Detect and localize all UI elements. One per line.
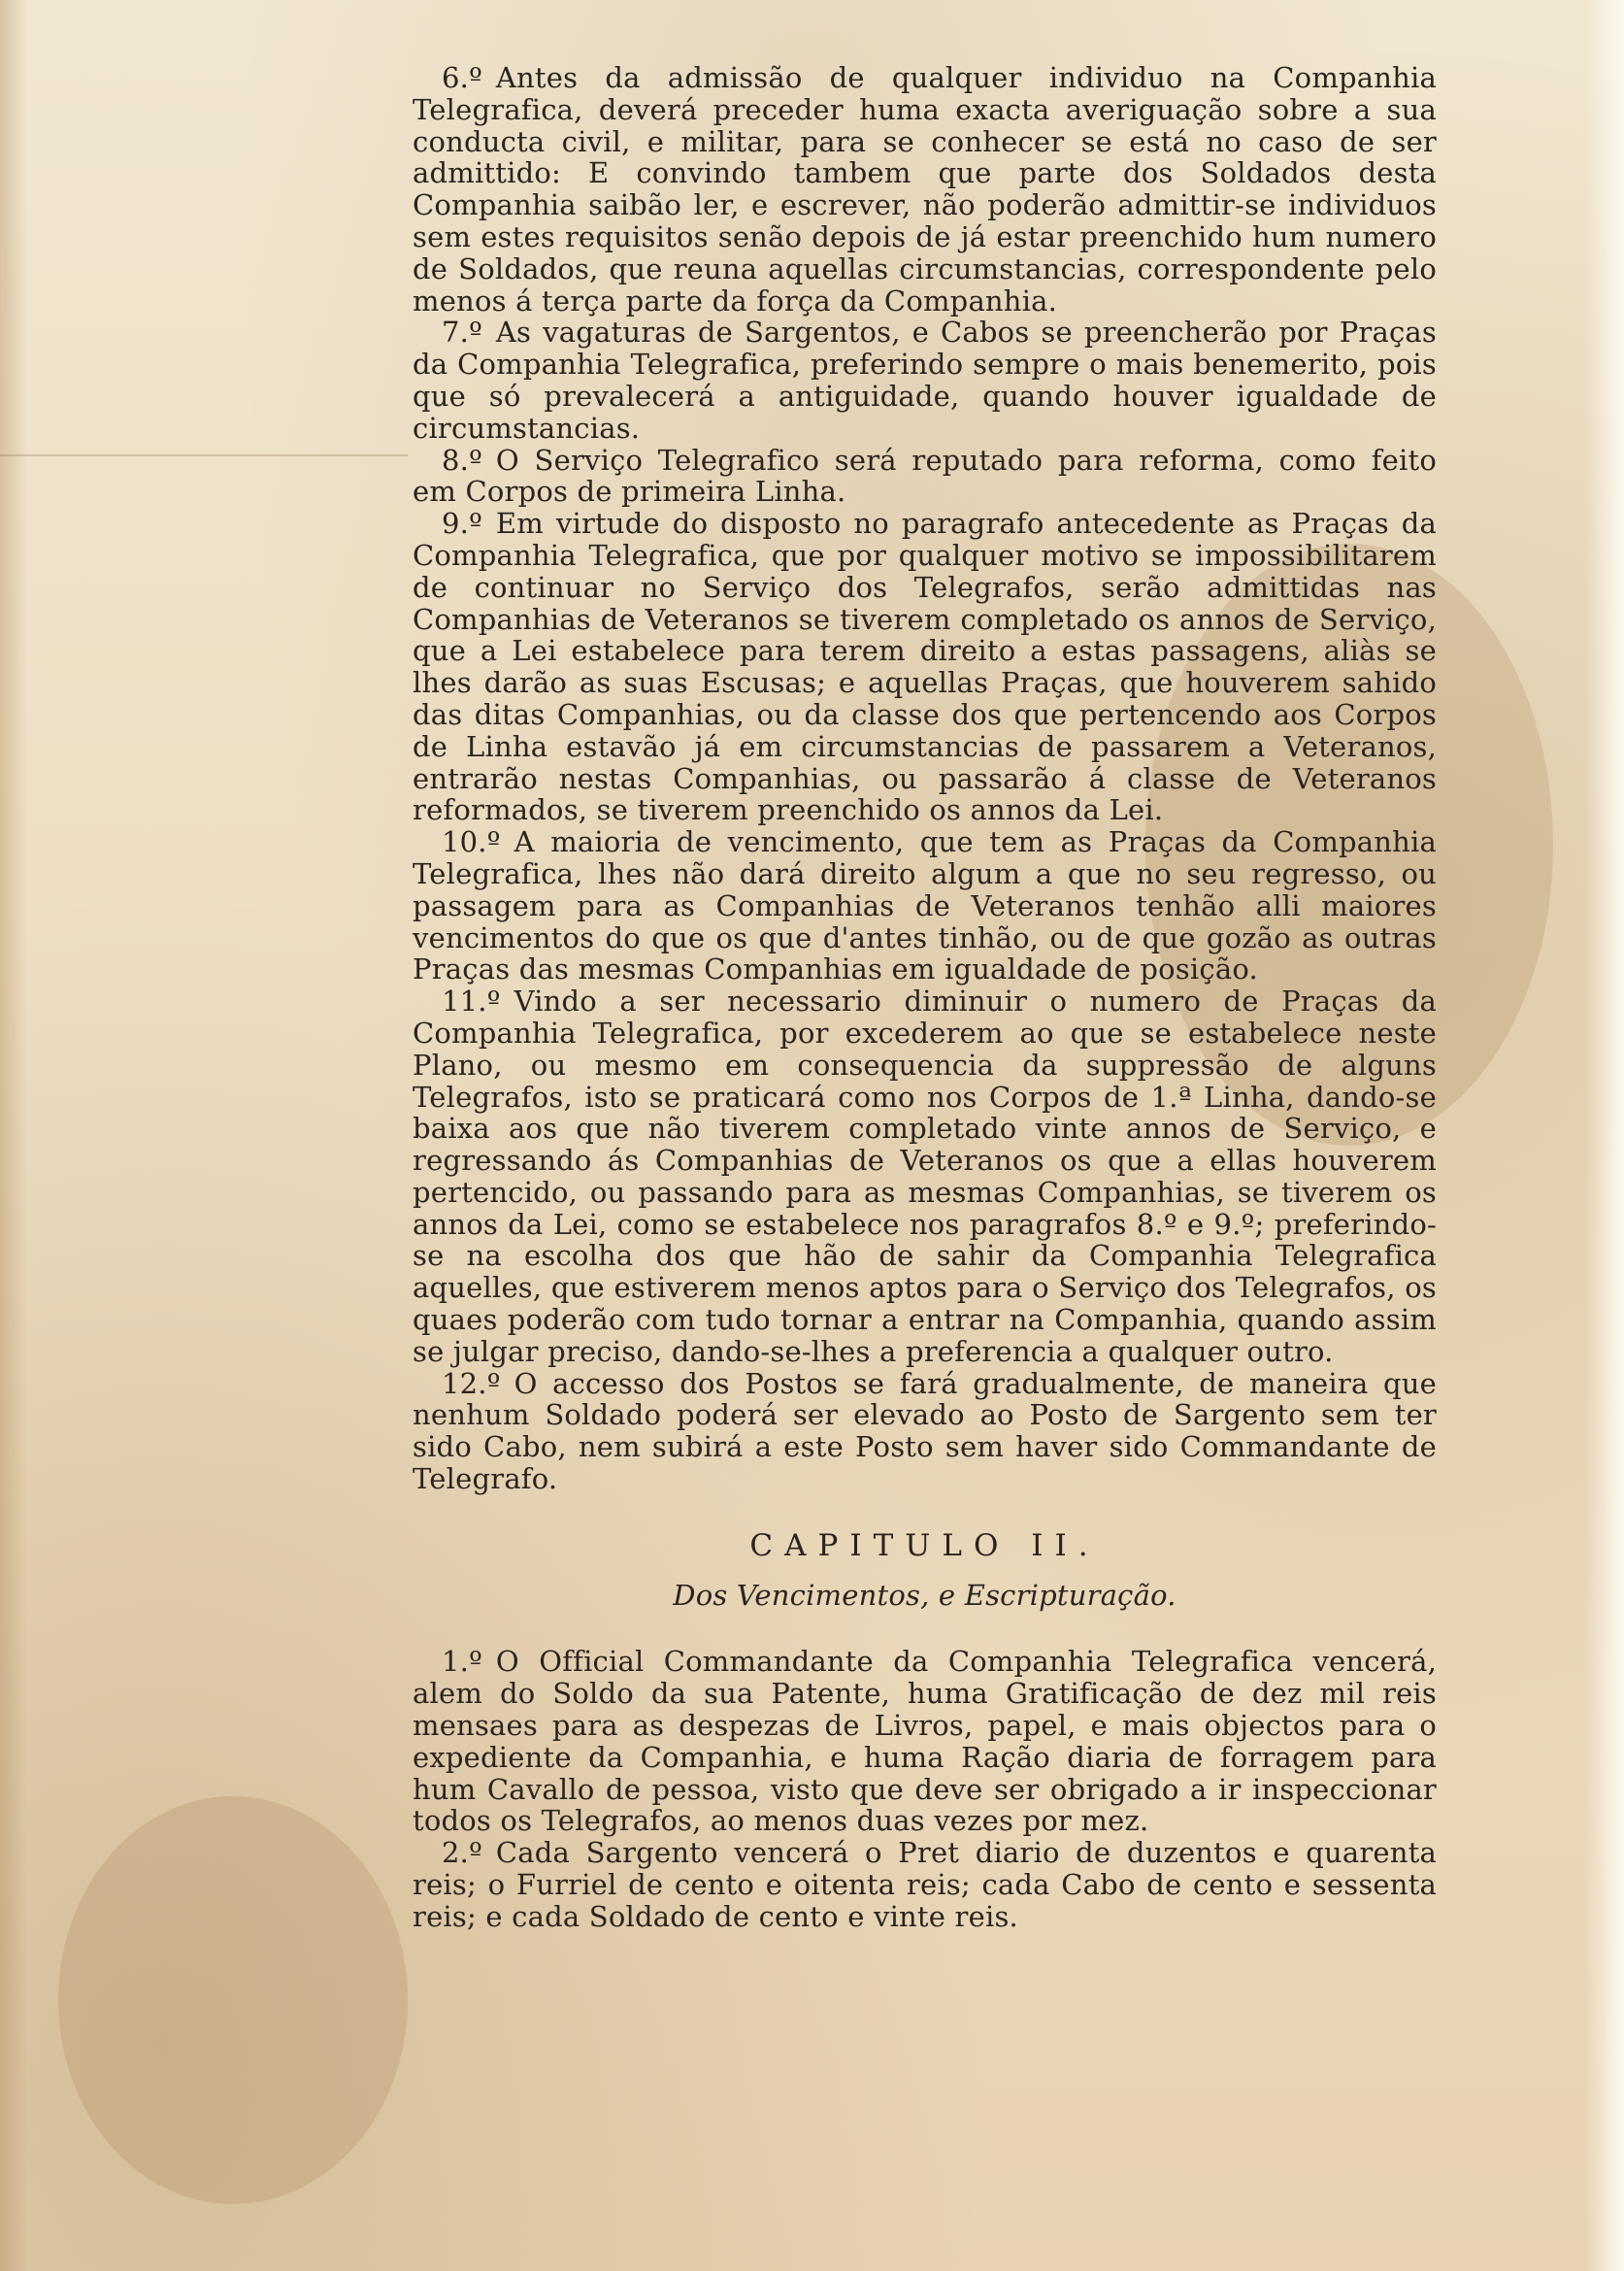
paragraph <box>413 1368 1437 1495</box>
document-text <box>413 62 1437 1933</box>
paragraph-text: Em virtude do disposto no paragrafo antecedente as Praças da Companhia Telegrafica, que por qualquer motivo se impossibilitarem de continuar no Serviço dos Telegrafos, serão admittidas nas Companhias de Veteranos se tiverem completado os annos de Serviço, que a Lei estabelece para terem direito a estas passagens, aliàs se lhes darão as suas Escusas; e aquellas Praças, que houverem sahido das ditas Companhias, ou da classe dos que pertencendo aos Corpos de Linha estavão já em circumstancias de passarem a Veteranos, entrarão nestas Companhias, ou passarão á classe de Veteranos reformados, se tiverem preenchido os annos da Lei. <box>413 507 1437 827</box>
paragraph <box>413 317 1437 444</box>
paragraph-number: 12.º <box>442 1366 501 1400</box>
paper-fold-mark <box>0 454 408 456</box>
paragraph <box>413 62 1437 317</box>
paragraph-text: A maioria de vencimento, que tem as Praças da Companhia Telegrafica, lhes não dará direito algum a que no seu regresso, ou passagem para as Companhias de Veteranos tenhão alli maiores vencimentos do que os que d'antes tinhão, ou de que gozão as outras Praças das mesmas Companhias em igualdade de posição. <box>413 825 1437 986</box>
paragraph-number: 10.º <box>442 825 501 859</box>
paragraph-text: O accesso dos Postos se fará gradualmente, de maneira que nenhum Soldado poderá ser elevado ao Posto de Sargento sem ter sido Cabo, nem subirá a este Posto sem haver sido Commandante de Telegrafo. <box>413 1366 1437 1496</box>
paragraph-text: As vagaturas de Sargentos, e Cabos se preencherão por Praças da Companhia Telegrafica, preferindo sempre o mais benemerito, pois que só prevalecerá a antiguidade, quando houver igualdade de circumstancias. <box>413 316 1437 445</box>
paragraph-text: Antes da admissão de qualquer individuo na Companhia Telegrafica, deverá preceder huma exacta averiguação sobre a sua conducta civil, e militar, para se conhecer se está no caso de ser admittido: E convindo tambem que parte dos Soldados desta Companhia saibão ler, e escrever, não poderão admittir-se individuos sem estes requisitos senão depois de já estar preenchido hum numero de Soldados, que reuna aquellas circumstancias, correspondente pelo menos á terça parte da força da Companhia. <box>413 61 1437 317</box>
paragraph-number: 2.º <box>442 1836 482 1870</box>
paragraph-number: 9.º <box>442 507 482 541</box>
paragraph-number: 11.º <box>442 985 501 1019</box>
section-regulations <box>413 62 1437 1495</box>
paragraph <box>413 826 1437 985</box>
paragraph-text: Cada Sargento vencerá o Pret diario de duzentos e quarenta reis; o Furriel de cento e oitenta reis; cada Cabo de cento e sessenta reis; e cada Soldado de cento e vinte reis. <box>413 1836 1437 1933</box>
paper-stain <box>58 1796 408 2204</box>
paper-edge-shadow <box>0 0 27 2271</box>
paragraph <box>413 985 1437 1368</box>
paragraph-text: O Official Commandante da Companhia Telegrafica vencerá, alem do Soldo da sua Patente, huma Gratificação de dez mil reis mensaes para as despezas de Livros, papel, e mais objectos para o expediente da Companhia, e huma Ração diaria de forragem para hum Cavallo de pessoa, visto que deve ser obrigado a ir inspeccionar todos os Telegrafos, ao menos duas vezes por mez. <box>413 1645 1437 1838</box>
paragraph <box>413 1646 1437 1837</box>
paragraph-number: 6.º <box>442 61 482 94</box>
paragraph <box>413 508 1437 826</box>
paragraph-number: 1.º <box>442 1645 482 1679</box>
paper-edge-highlight <box>1585 0 1624 2271</box>
paragraph-text: O Serviço Telegrafico será reputado para reforma, como feito em Corpos de primeira Linha. <box>413 443 1437 509</box>
paragraph-text: Vindo a ser necessario diminuir o numero de Praças da Companhia Telegrafica, por excederem ao que se estabelece neste Plano, ou mesmo em consequencia da suppressão de alguns Telegrafos, isto se praticará como nos Corpos de 1.ª Linha, dando-se baixa aos que não tiverem completado vinte annos de Serviço, e regressando ás Companhias de Veteranos os que a ellas houverem pertencido, ou passando para as mesmas Companhias, se tiverem os annos da Lei, como se estabelece nos paragrafos 8.º e 9.º; preferindo-se na escolha dos que hão de sahir da Companhia Telegrafica aquelles, que estiverem menos aptos para o Serviço dos Telegrafos, os quaes poderão com tudo tornar a entrar na Companhia, quando assim se julgar preciso, dando-se-lhes a preferencia a qualquer outro. <box>413 985 1437 1368</box>
paragraph-number: 7.º <box>442 316 482 350</box>
chapter-title: CAPITULO II. <box>749 1527 1100 1563</box>
paragraph-number: 8.º <box>442 443 482 477</box>
paragraph <box>413 445 1437 509</box>
chapter-subtitle: Dos Vencimentos, e Escripturação. <box>673 1578 1177 1612</box>
section-salaries <box>413 1646 1437 1932</box>
paragraph <box>413 1837 1437 1932</box>
